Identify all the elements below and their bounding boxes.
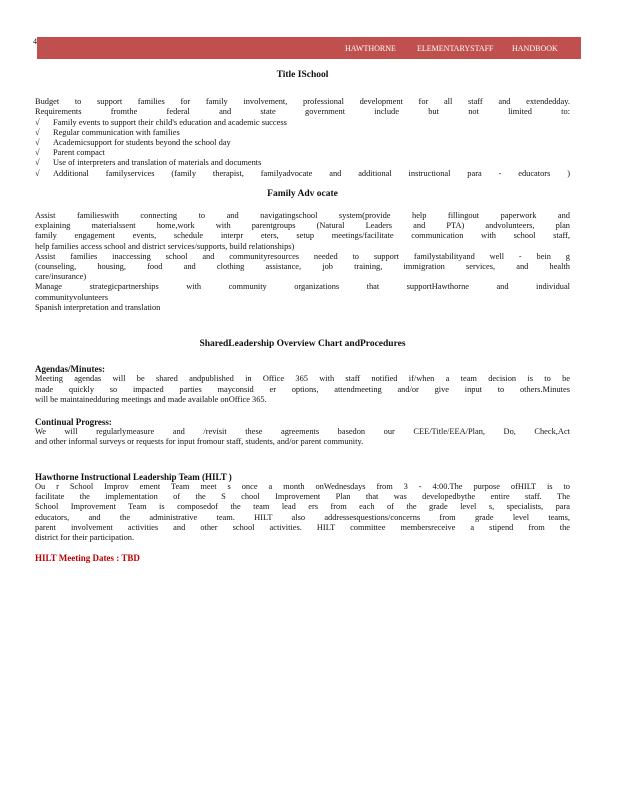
- title-i-heading: Title ISchool: [276, 70, 329, 80]
- list-item-text: Parent compact: [53, 148, 105, 158]
- check-mark-icon: √: [35, 117, 40, 127]
- text-line: We will regularlymeasure and /revisit these agreements basedon our CEE/Title/EEA/Plan, Do, Check,Act: [35, 427, 570, 437]
- agendas-text: [35, 374, 570, 405]
- text-line: explaining materialssent home,work with parentgroups (Natural Leaders and PTA) andvolunteers, plan: [35, 221, 570, 231]
- list-item: [35, 158, 570, 168]
- text-line: communityvolunteers: [35, 292, 109, 302]
- list-item: [35, 148, 570, 158]
- progress-heading: Continual Progress:: [35, 417, 112, 428]
- text-line: Budget to support families for family involvement, professional development for all staff and extendedday.: [35, 97, 570, 107]
- header-bar: [37, 37, 581, 59]
- title-i-intro: [35, 97, 570, 117]
- agendas-heading: Agendas/Minutes:: [35, 364, 106, 375]
- hilt-heading: Hawthorne Instructional Leadership Team (HILT ): [35, 471, 232, 482]
- text-line: and other informal surveys or requests for input fromour staff, students, and/or parent community.: [35, 437, 364, 447]
- text-line: made quickly so impacted parties mayconsid er options, attendmeeting and/or give input to others.Minutes: [35, 384, 570, 394]
- check-mark-icon: √: [35, 148, 40, 158]
- text-line: Assist families inaccessing school and communityresources needed to support familystabilityand well - bein g: [35, 251, 570, 261]
- shared-leadership-heading: SharedLeadership Overview Chart andProcedures: [199, 339, 406, 350]
- text-line: facilitate the implementation of the S chool Improvement Plan that was developedbythe entire staff. The: [35, 492, 570, 502]
- text-line: School Improvement Team is composedof the team lead ers from each of the grade level s, specialists, para: [35, 502, 570, 512]
- text-line: help families access school and district services/supports, build relationships): [35, 241, 295, 251]
- check-mark-icon: √: [35, 127, 40, 137]
- check-mark-icon: √: [35, 138, 40, 148]
- text-line: Manage strategicpartnerships with community organizations that supportHawthorne and individual: [35, 282, 570, 292]
- list-item-text: Regular communication with families: [53, 127, 180, 137]
- text-line: Requirements fromthe federal and state government include but not limited to:: [35, 107, 570, 117]
- text-line: parent involvement activities and other school activities. HILT committee membersreceive a stipend from the: [35, 522, 570, 532]
- header-staff: ELEMENTARYSTAFF: [417, 44, 494, 53]
- family-advocate-text: [35, 211, 570, 313]
- hilt-text: [35, 482, 570, 543]
- header-school: HAWTHORNE: [345, 44, 396, 53]
- list-item: [35, 118, 570, 128]
- text-line: family engagement events, schedule interpr eters, setup meetings/facilitate communication with school staff,: [35, 231, 570, 241]
- list-item-text: Additional familyservices (family therapist, familyadvocate and additional instructional para - educators ): [53, 168, 570, 178]
- progress-text: [35, 427, 570, 447]
- check-mark-icon: √: [35, 158, 40, 168]
- list-item-text: Family events to support their child's education and academic success: [53, 117, 287, 127]
- page-number: 4: [33, 37, 37, 46]
- check-mark-icon: √: [35, 168, 40, 178]
- text-line: Spanish interpretation and translation: [35, 302, 161, 312]
- text-line: Ou r School Improv ement Team meet s once a month onWednesdays from 3 - 4:00.The purpose ofHILT is to: [35, 481, 570, 491]
- list-item-text: Academicsupport for students beyond the school day: [53, 138, 231, 148]
- family-advocate-heading: Family Adv ocate: [267, 188, 338, 199]
- list-item: [35, 169, 570, 179]
- text-line: (counseling, housing, food and clothing assistance, job training, immigration services, and health: [35, 262, 570, 272]
- list-item-text: Use of interpreters and translation of materials and documents: [53, 158, 262, 168]
- list-item: [35, 138, 570, 148]
- list-item: [35, 128, 570, 138]
- text-line: care/insurance): [35, 272, 87, 282]
- text-line: educators, and the administrative team. HILT also addressesquestions/concerns from grade level teams,: [35, 512, 570, 522]
- document-body: [35, 70, 570, 563]
- text-line: district for their participation.: [35, 532, 135, 542]
- text-line: will be maintainedduring meetings and made available onOffice 365.: [35, 394, 267, 404]
- text-line: Meeting agendas will be shared andpublished in Office 365 with staff notified if/when a team decision is to be: [35, 374, 570, 384]
- hilt-meeting-dates: HILT Meeting Dates : TBD: [35, 553, 140, 564]
- text-line: Assist familieswith connecting to and navigatingschool system(provide help fillingout paperwork and: [35, 211, 570, 221]
- title-i-bullet-list: [35, 118, 570, 179]
- header-handbook: HANDBOOK: [512, 44, 558, 53]
